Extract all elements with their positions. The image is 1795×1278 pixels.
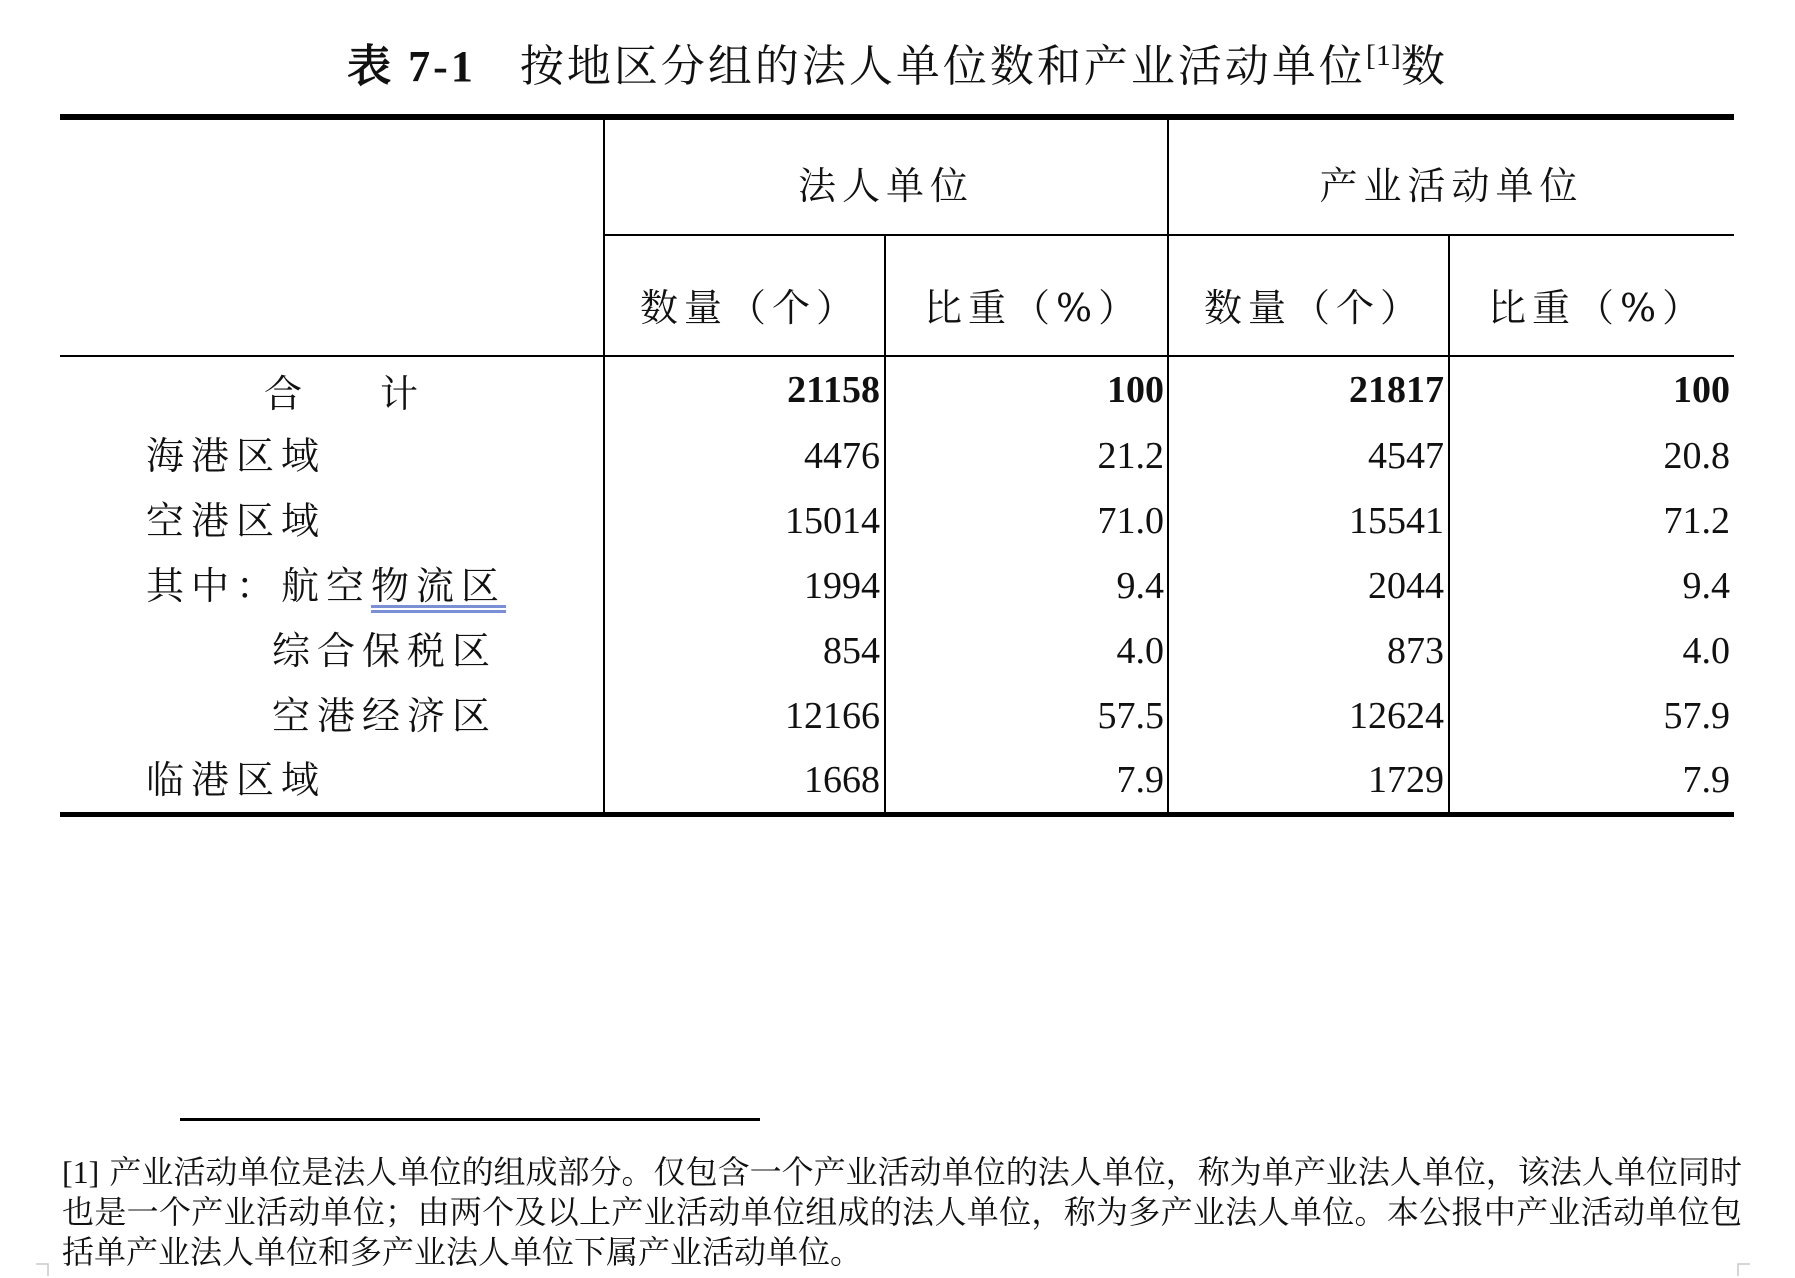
cell-activity-share: 57.9 (1663, 695, 1730, 737)
footnote-separator (180, 1118, 760, 1121)
cell-activity-count: 2044 (1368, 565, 1444, 607)
cell-activity-share: 71.2 (1663, 500, 1730, 542)
header-activity-share: 比重（%） (1488, 286, 1707, 330)
column-divider-group (1167, 120, 1169, 812)
cell-activity-share: 4.0 (1682, 630, 1730, 672)
row-label: 海港区域 (146, 434, 327, 478)
column-divider-activity-share (1448, 235, 1450, 812)
cell-legal-share: 4.0 (1116, 630, 1164, 672)
row-label: 综合保税区 (272, 629, 498, 673)
cell-activity-share: 9.4 (1682, 565, 1730, 607)
cell-legal-count: 4476 (804, 435, 880, 477)
page-corner-mark-right (1732, 1258, 1750, 1276)
table-title (0, 30, 1795, 94)
cell-legal-share: 9.4 (1116, 565, 1164, 607)
cell-activity-count: 21817 (1349, 369, 1444, 411)
header-activity-count: 数量（个） (1204, 286, 1425, 330)
cell-legal-count: 21158 (787, 369, 880, 411)
spellcheck-marked-text: 物流区 (371, 564, 507, 608)
header-bottom-rule (60, 355, 1734, 357)
cell-activity-count: 873 (1387, 630, 1444, 672)
row-label-prefix: 其中： (146, 564, 282, 608)
cell-activity-share: 7.9 (1682, 759, 1730, 801)
table-top-rule (60, 114, 1734, 120)
cell-legal-share: 71.0 (1097, 500, 1164, 542)
cell-legal-count: 1668 (804, 759, 880, 801)
cell-legal-count: 1994 (804, 565, 880, 607)
header-legal-share: 比重（%） (924, 286, 1143, 330)
row-label: 临港区域 (146, 758, 327, 802)
column-divider-legal-share (884, 235, 886, 812)
table-title-suffix: 数 (1400, 41, 1448, 92)
cell-legal-count: 15014 (785, 500, 880, 542)
cell-legal-count: 854 (823, 630, 880, 672)
column-divider-stub (603, 120, 605, 812)
table-number: 表 7-1 (347, 42, 476, 91)
cell-legal-count: 12166 (785, 695, 880, 737)
header-legal-count: 数量（个） (640, 286, 861, 330)
cell-legal-share: 7.9 (1116, 759, 1164, 801)
cell-activity-count: 12624 (1349, 695, 1444, 737)
row-label: 空港区域 (146, 499, 327, 543)
page-corner-mark-left (36, 1258, 54, 1276)
cell-legal-share: 21.2 (1097, 435, 1164, 477)
header-activity-units: 产业活动单位 (1319, 164, 1584, 208)
footnote-mark: [1] (62, 1154, 100, 1190)
cell-activity-share: 100 (1673, 369, 1730, 411)
cell-activity-count: 15541 (1349, 500, 1444, 542)
row-label-total: 合 计 (264, 372, 439, 416)
header-legal-units: 法人单位 (797, 164, 974, 208)
table-title-text: 按地区分组的法人单位数和产业活动单位 (519, 41, 1366, 92)
row-label-among (146, 554, 506, 618)
row-label: 空港经济区 (272, 694, 498, 738)
cell-legal-share: 57.5 (1097, 695, 1164, 737)
header-group-rule (604, 234, 1734, 236)
cell-legal-share: 100 (1107, 369, 1164, 411)
footnote (62, 1152, 1742, 1272)
footnote-text: 产业活动单位是法人单位的组成部分。仅包含一个产业活动单位的法人单位，称为单产业法人单位，该法人单位同时也是一个产业活动单位；由两个及以上产业活动单位组成的法人单位，称为多产业法人单位。本公报中产业活动单位包括单产业法人单位和多产业法人单位下属产业活动单位。 (62, 1153, 1742, 1271)
row-label-main: 航空 (281, 564, 372, 608)
cell-activity-share: 20.8 (1663, 435, 1730, 477)
cell-activity-count: 1729 (1368, 759, 1444, 801)
table-bottom-rule (60, 812, 1734, 817)
cell-activity-count: 4547 (1368, 435, 1444, 477)
footnote-reference[interactable]: [1] (1365, 39, 1401, 72)
